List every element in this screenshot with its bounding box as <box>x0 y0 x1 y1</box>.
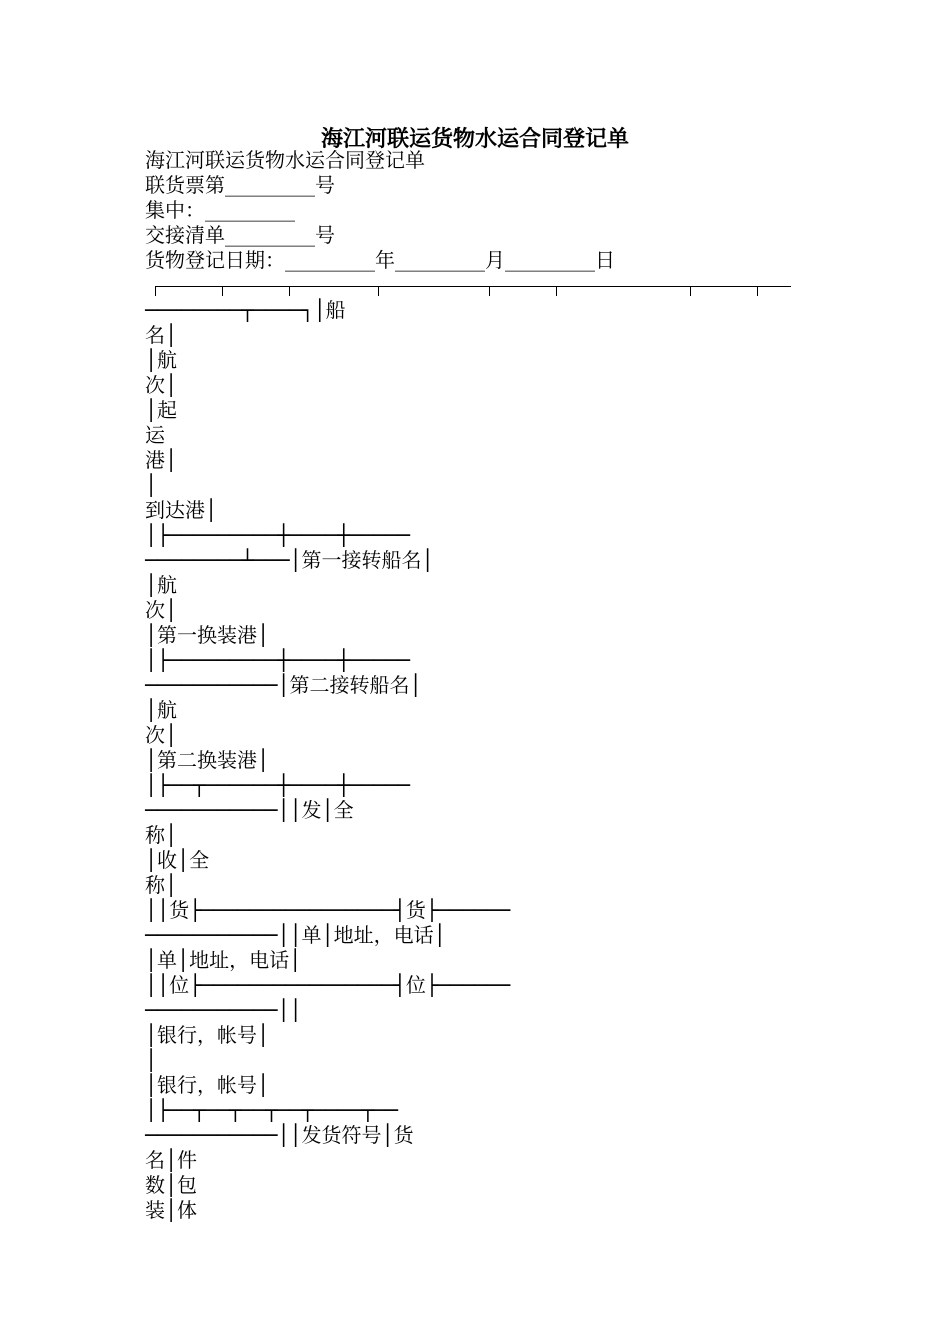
form-line: │第二换装港│ <box>145 748 270 772</box>
tick <box>690 286 691 296</box>
form-line: ───────────││发│全 <box>145 798 354 822</box>
form-line: 名│ <box>145 323 178 347</box>
form-line: │银行，帐号│ <box>145 1073 270 1097</box>
form-line: 运 <box>145 423 165 447</box>
tick <box>222 286 223 296</box>
form-line: ────────┴───│第一接转船名│ <box>145 548 434 572</box>
form-line: │航 <box>145 698 178 722</box>
subtitle-line: 海江河联运货物水运合同登记单 <box>145 148 425 172</box>
form-line: │第一换装港│ <box>145 623 270 647</box>
form-line: 次│ <box>145 723 178 747</box>
form-line: 次│ <box>145 598 178 622</box>
form-line: │├──┬──┬──┬──┬────┬── <box>145 1098 398 1122</box>
form-line: │ <box>145 1048 158 1072</box>
form-line: ││货├────────────────┤货├────── <box>145 898 511 922</box>
document-title: 海江河联运货物水运合同登记单 <box>320 126 629 152</box>
form-line: ────────┬────┐│船 <box>145 298 346 322</box>
form-line: │ <box>145 473 158 497</box>
tick <box>378 286 379 296</box>
tick <box>757 286 758 296</box>
tick <box>289 286 290 296</box>
form-line: 装│体 <box>145 1198 198 1222</box>
tick <box>155 286 156 296</box>
form-line: ││位├────────────────┤位├────── <box>145 973 511 997</box>
tick <box>489 286 490 296</box>
handover-list-line: 交接清单_________号 <box>145 223 335 247</box>
form-line: 数│包 <box>145 1173 198 1197</box>
form-line: 称│ <box>145 873 178 897</box>
form-line: │单│地址，电话│ <box>145 948 302 972</box>
ticket-number-line: 联货票第_________号 <box>145 173 335 197</box>
form-line: ───────────││单│地址，电话│ <box>145 923 446 947</box>
form-line: │收│全 <box>145 848 210 872</box>
form-line: │├─────────┼────┼───── <box>145 648 410 672</box>
table-top-border <box>155 286 791 287</box>
form-line: │银行，帐号│ <box>145 1023 270 1047</box>
form-line: 称│ <box>145 823 178 847</box>
form-line: │航 <box>145 573 178 597</box>
form-line: ───────────│第二接转船名│ <box>145 673 422 697</box>
form-line: ───────────││发货符号│货 <box>145 1123 414 1147</box>
form-line: │├──┬──────┼────┼───── <box>145 773 410 797</box>
form-line: ───────────││ <box>145 998 302 1022</box>
form-line: │航 <box>145 348 178 372</box>
form-line: 港│ <box>145 448 178 472</box>
form-line: 次│ <box>145 373 178 397</box>
registration-date-line: 货物登记日期：_________年_________月_________日 <box>145 248 615 272</box>
tick <box>556 286 557 296</box>
form-line: │起 <box>145 398 178 422</box>
form-line: │├─────────┼────┼───── <box>145 523 410 547</box>
form-line: 到达港│ <box>145 498 218 522</box>
jizhong-line: 集中：_________ <box>145 198 295 222</box>
form-line: 名│件 <box>145 1148 198 1172</box>
